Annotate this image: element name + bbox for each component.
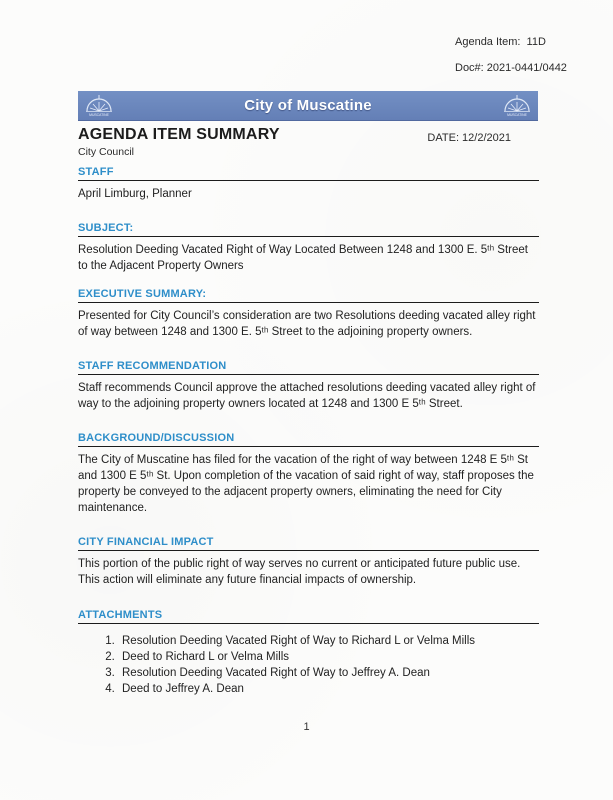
attachment-item: 4. Deed to Jeffrey A. Dean [118, 681, 539, 697]
crest-city-name: MUSCATINE [89, 113, 109, 117]
section-heading-executive-summary: EXECUTIVE SUMMARY: [78, 288, 207, 300]
section-heading-staff: STAFF [78, 166, 114, 178]
executive-summary-text: Presented for City Council’s consideration are two Resolutions deeding vacated alley right of way between 1248 and 1300 E. 5ᵗʰ Street to the adjoining property owners. [78, 310, 536, 338]
date-label: DATE: 12/2/2021 [427, 132, 511, 144]
section-rule [78, 302, 539, 303]
page-title: AGENDA ITEM SUMMARY [78, 126, 280, 143]
subject-text: Resolution Deeding Vacated Right of Way Located Between 1248 and 1300 E. 5ᵗʰ Street to the Adjacent Property Owners [78, 244, 528, 272]
city-financial-impact-text: This portion of the public right of way serves no current or anticipated future public use. This action will eliminate any future financial impacts of ownership. [78, 558, 521, 586]
staff-name-text: April Limburg, Planner [78, 188, 192, 200]
staff-recommendation-text: Staff recommends Council approve the attached resolutions deeding vacated alley right of way to the adjoining property owners located at 1248 and 1300 E 5ᵗʰ Street. [78, 382, 536, 410]
agenda-item-label: Agenda Item: 11D [455, 36, 546, 48]
section-rule [78, 623, 539, 624]
attachment-list [78, 633, 539, 697]
page-subtitle: City Council [78, 146, 135, 158]
section-heading-background-discussion: BACKGROUND/DISCUSSION [78, 432, 235, 444]
page-number: 1 [303, 721, 310, 733]
section-heading-staff-recommendation: STAFF RECOMMENDATION [78, 360, 227, 372]
crest-city-name: MUSCATINE [507, 113, 527, 117]
attachment-item: 1. Resolution Deeding Vacated Right of Way to Richard L or Velma Mills [118, 633, 539, 649]
section-rule [78, 374, 539, 375]
section-heading-subject: SUBJECT: [78, 222, 134, 234]
section-heading-city-financial-impact: CITY FINANCIAL IMPACT [78, 536, 214, 548]
city-header-bar [78, 91, 538, 121]
header-bar-title: City of Muscatine [244, 97, 372, 114]
section-rule [78, 550, 539, 551]
section-heading-attachments: ATTACHMENTS [78, 609, 163, 621]
attachment-item: 3. Resolution Deeding Vacated Right of Way to Jeffrey A. Dean [118, 665, 539, 681]
document-meta [455, 36, 567, 75]
attachment-item: 2. Deed to Richard L or Velma Mills [118, 649, 539, 665]
section-rule [78, 446, 539, 447]
muscatine-crest-icon [501, 93, 533, 118]
doc-number-label: Doc#: 2021-0441/0442 [455, 62, 567, 74]
section-rule [78, 180, 539, 181]
background-discussion-text: The City of Muscatine has filed for the vacation of the right of way between 1248 E 5ᵗʰ St and 1300 E 5ᵗʰ St. Upon completion of the vacation of said right of way, staff proposes the property be conveyed to the adjacent property owners, eliminating the need for City maintenance. [78, 454, 534, 514]
document-body [78, 126, 539, 697]
muscatine-crest-icon [83, 93, 115, 118]
section-rule [78, 236, 539, 237]
